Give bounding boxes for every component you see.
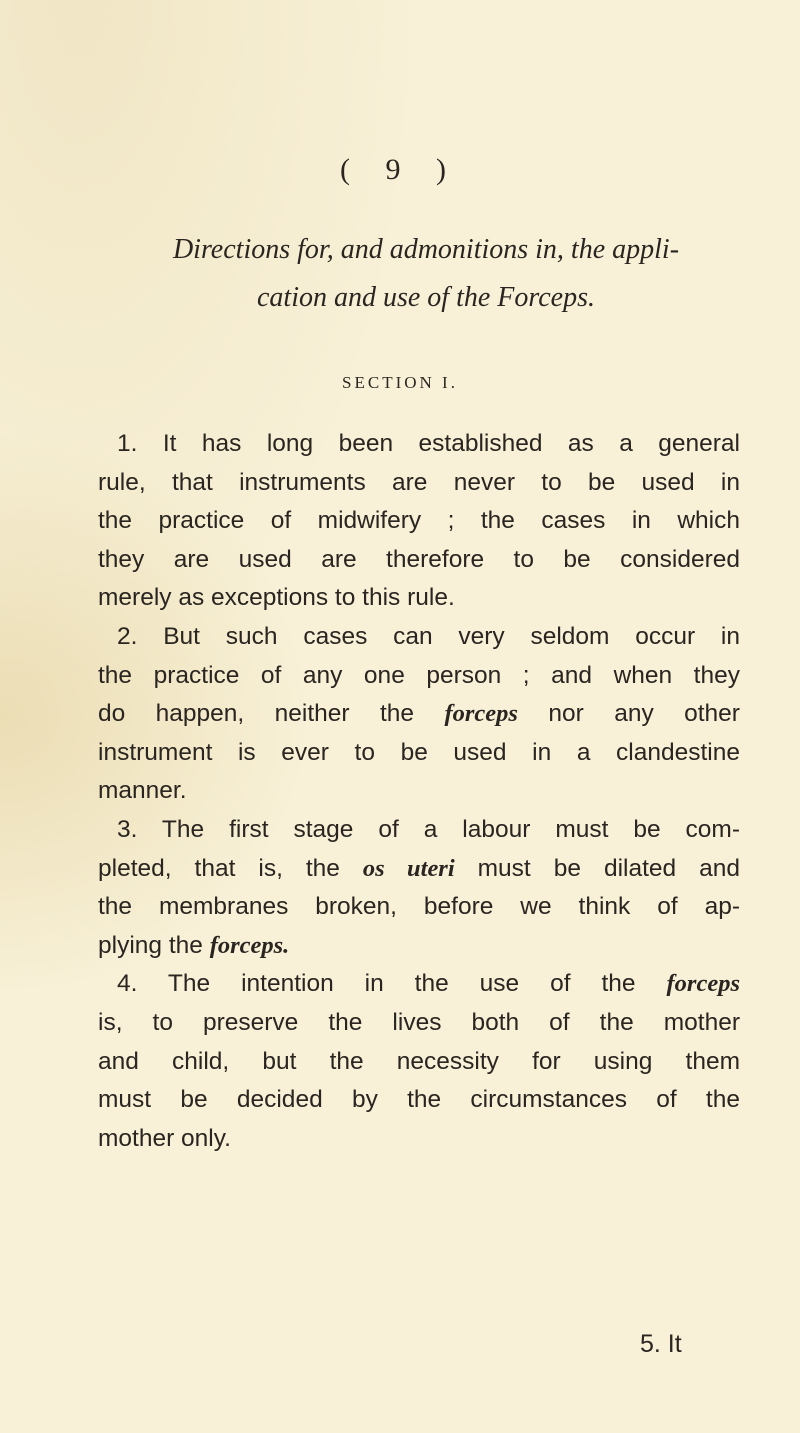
text-line: merely as exceptions to this rule. bbox=[98, 584, 455, 612]
text-segment: 4. The intention in the use of the bbox=[117, 970, 636, 998]
heading-line-1: Directions for, and admonitions in, the appli- bbox=[172, 234, 680, 265]
text-line: 1. It has long been established as a general bbox=[117, 430, 740, 457]
chapter-heading bbox=[96, 226, 756, 322]
text-line: the practice of any one person ; and when they bbox=[98, 661, 740, 689]
text-line: instrument is ever to be used in a clandestine bbox=[98, 738, 740, 766]
text-line: must be decided by the circumstances of the bbox=[98, 1086, 740, 1114]
text-line: they are used are therefore to be considered bbox=[98, 545, 740, 573]
text-line: rule, that instruments are never to be used in bbox=[98, 468, 740, 496]
italic-term: os uteri bbox=[362, 854, 455, 882]
section-title: SECTION I. bbox=[342, 373, 458, 392]
text-line: is, to preserve the lives both of the mother bbox=[98, 1008, 740, 1036]
body-text bbox=[98, 425, 740, 1158]
text-line bbox=[98, 850, 740, 889]
text-line: 2. But such cases can very seldom occur in bbox=[117, 622, 740, 650]
text-segment: pleted, that is, the bbox=[98, 854, 340, 882]
page-number: ( 9 ) bbox=[340, 153, 460, 186]
text-line: manner. bbox=[98, 777, 187, 805]
text-line: and child, but the necessity for using them bbox=[98, 1047, 740, 1075]
italic-term: forceps bbox=[444, 700, 518, 728]
text-line bbox=[98, 695, 740, 734]
text-line bbox=[98, 965, 740, 1004]
text-line: the membranes broken, before we think of ap- bbox=[98, 893, 740, 921]
heading-line-2: cation and use of the Forceps. bbox=[256, 282, 595, 313]
text-segment: nor any other bbox=[548, 700, 740, 728]
text-line: the practice of midwifery ; the cases in which bbox=[98, 507, 740, 535]
text-segment: plying the bbox=[98, 931, 203, 959]
text-line: 3. The first stage of a labour must be com- bbox=[117, 815, 740, 843]
italic-term: forceps. bbox=[209, 931, 290, 959]
text-line: mother only. bbox=[98, 1124, 231, 1152]
catchword: 5. It bbox=[640, 1330, 682, 1358]
text-segment: must be dilated and bbox=[477, 854, 740, 882]
text-segment: do happen, neither the bbox=[98, 700, 415, 728]
italic-term: forceps bbox=[666, 970, 740, 998]
text-line bbox=[98, 927, 740, 966]
